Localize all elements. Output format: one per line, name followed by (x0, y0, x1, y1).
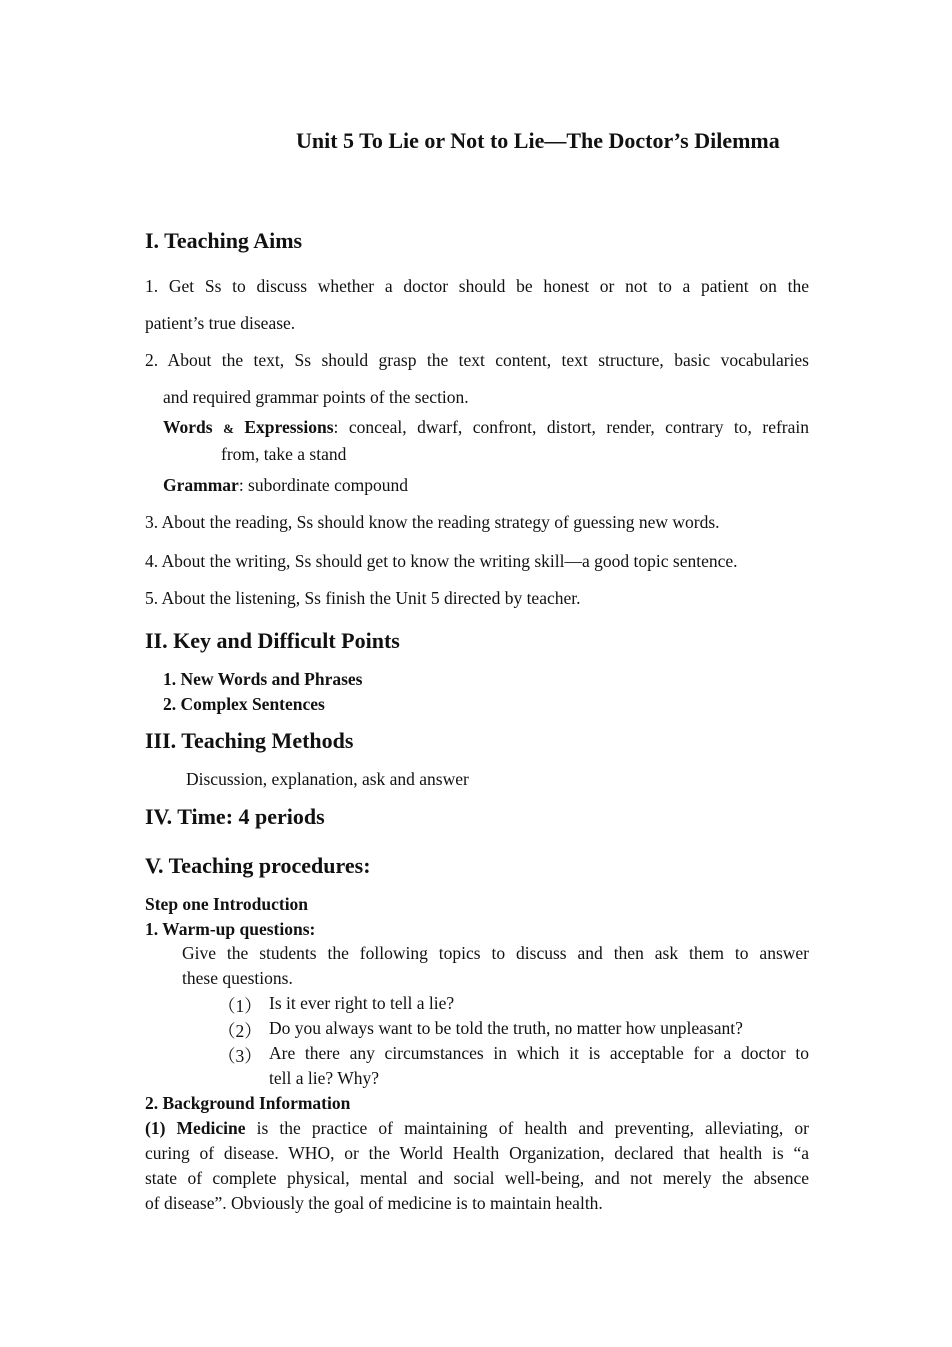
question-3-line-1: Are there any circumstances in which it is acceptable for a doctor to (269, 1043, 809, 1063)
key-point-2: 2. Complex Sentences (163, 694, 325, 714)
document-title: Unit 5 To Lie or Not to Lie—The Doctor’s Dilemma (296, 128, 780, 153)
grammar-text: : subordinate compound (238, 475, 408, 495)
section-heading-key-points: II. Key and Difficult Points (145, 628, 400, 653)
words-expressions-line-1 (163, 417, 809, 438)
question-3-line-2: tell a lie? Why? (269, 1068, 379, 1088)
medicine-text-1: is the practice of maintaining of health and preventing, alleviating, or (245, 1118, 809, 1138)
aim-5: 5. About the listening, Ss finish the Unit 5 directed by teacher. (145, 588, 581, 608)
aim-1-line-1: 1. Get Ss to discuss whether a doctor should be honest or not to a patient on the (145, 276, 809, 296)
background-info-label: 2. Background Information (145, 1093, 351, 1113)
medicine-line-3: state of complete physical, mental and social well-being, and not merely the absence (145, 1168, 809, 1188)
words-label: Words (163, 417, 213, 437)
section-heading-teaching-aims: I. Teaching Aims (145, 228, 303, 253)
question-2-text: Do you always want to be told the truth, no matter how unpleasant? (269, 1018, 743, 1038)
expressions-label: Expressions (244, 417, 334, 437)
medicine-label: (1) Medicine (145, 1118, 246, 1138)
words-list-line-2: from, take a stand (221, 444, 347, 464)
medicine-line-4: of disease”. Obviously the goal of medicine is to maintain health. (145, 1193, 603, 1213)
warmup-line-1: Give the students the following topics to discuss and then ask them to answer (182, 943, 809, 963)
aim-2-line-2: and required grammar points of the section. (163, 387, 469, 407)
grammar-line (163, 475, 408, 496)
question-2-number: （2） (218, 1021, 262, 1041)
medicine-line-2: curing of disease. WHO, or the World Health Organization, declared that health is “a (145, 1143, 809, 1163)
grammar-label: Grammar (163, 475, 239, 495)
medicine-line-1 (145, 1118, 809, 1139)
section-heading-time: IV. Time: 4 periods (145, 804, 325, 829)
key-point-1: 1. New Words and Phrases (163, 669, 363, 689)
ampersand: & (223, 421, 234, 436)
teaching-methods-text: Discussion, explanation, ask and answer (186, 769, 469, 789)
question-1-number: （1） (218, 996, 262, 1016)
aim-2-line-1: 2. About the text, Ss should grasp the text content, text structure, basic vocabularies (145, 350, 809, 370)
aim-4: 4. About the writing, Ss should get to know the writing skill—a good topic sentence. (145, 551, 738, 571)
question-1-text: Is it ever right to tell a lie? (269, 993, 455, 1013)
aim-3: 3. About the reading, Ss should know the reading strategy of guessing new words. (145, 512, 720, 532)
words-list-line-1: : conceal, dwarf, confront, distort, render, contrary to, refrain (333, 417, 809, 437)
step-one-heading: Step one Introduction (145, 894, 309, 914)
question-3-number: （3） (218, 1046, 262, 1066)
warmup-label: 1. Warm-up questions: (145, 919, 316, 939)
section-heading-procedures: V. Teaching procedures: (145, 853, 371, 878)
aim-1-line-2: patient’s true disease. (145, 313, 296, 333)
warmup-line-2: these questions. (182, 968, 293, 988)
section-heading-teaching-methods: III. Teaching Methods (145, 728, 354, 753)
